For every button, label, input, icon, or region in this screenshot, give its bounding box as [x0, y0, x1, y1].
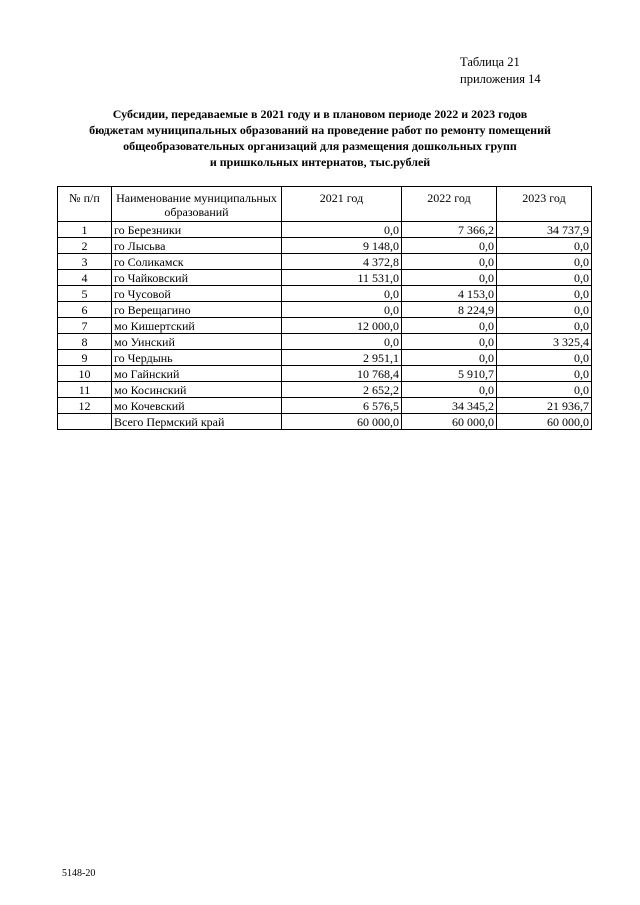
cell-name: Всего Пермский край — [112, 414, 282, 430]
cell-2022: 0,0 — [402, 238, 497, 254]
cell-2023: 0,0 — [497, 286, 592, 302]
cell-2023: 0,0 — [497, 270, 592, 286]
cell-2022: 0,0 — [402, 382, 497, 398]
cell-2021: 0,0 — [282, 222, 402, 238]
cell-num: 8 — [58, 334, 112, 350]
cell-name: го Чердынь — [112, 350, 282, 366]
cell-name: го Чайковский — [112, 270, 282, 286]
cell-2021: 2 652,2 — [282, 382, 402, 398]
cell-name: мо Кочевский — [112, 398, 282, 414]
cell-name: го Верещагино — [112, 302, 282, 318]
cell-2022: 0,0 — [402, 254, 497, 270]
cell-num: 5 — [58, 286, 112, 302]
cell-name: мо Кишертский — [112, 318, 282, 334]
cell-2022: 34 345,2 — [402, 398, 497, 414]
cell-2022: 0,0 — [402, 350, 497, 366]
cell-num: 6 — [58, 302, 112, 318]
cell-2021: 2 951,1 — [282, 350, 402, 366]
total-row — [58, 414, 592, 430]
header-2023: 2023 год — [497, 187, 592, 222]
title-line: и пришкольных интернатов, тыс.рублей — [209, 155, 431, 169]
table-number: Таблица 21 — [460, 55, 520, 69]
table-row — [58, 366, 592, 382]
cell-name: го Соликамск — [112, 254, 282, 270]
table-row — [58, 222, 592, 238]
cell-2023: 60 000,0 — [497, 414, 592, 430]
cell-num: 4 — [58, 270, 112, 286]
cell-2022: 0,0 — [402, 334, 497, 350]
table-row — [58, 286, 592, 302]
cell-num: 12 — [58, 398, 112, 414]
table-row — [58, 238, 592, 254]
table-row — [58, 350, 592, 366]
cell-num: 1 — [58, 222, 112, 238]
header-2022: 2022 год — [402, 187, 497, 222]
cell-name: го Березники — [112, 222, 282, 238]
cell-name: мо Уинский — [112, 334, 282, 350]
header-num: № п/п — [58, 187, 112, 222]
table-reference — [460, 54, 570, 88]
cell-num: 7 — [58, 318, 112, 334]
cell-2021: 4 372,8 — [282, 254, 402, 270]
cell-2021: 11 531,0 — [282, 270, 402, 286]
cell-2022: 8 224,9 — [402, 302, 497, 318]
cell-num: 3 — [58, 254, 112, 270]
cell-num: 9 — [58, 350, 112, 366]
page-title — [60, 106, 580, 170]
cell-name: го Чусовой — [112, 286, 282, 302]
table-body — [58, 222, 592, 430]
cell-2022: 0,0 — [402, 318, 497, 334]
title-line: общеобразовательных организаций для размещения дошкольных групп — [123, 139, 517, 153]
cell-2023: 34 737,9 — [497, 222, 592, 238]
title-line: Субсидии, передаваемые в 2021 году и в плановом периоде 2022 и 2023 годов — [112, 107, 528, 121]
cell-2023: 21 936,7 — [497, 398, 592, 414]
title-line: бюджетам муниципальных образований на проведение работ по ремонту помещений — [89, 123, 551, 137]
table-header-row — [58, 187, 592, 222]
cell-2021: 6 576,5 — [282, 398, 402, 414]
table-row — [58, 302, 592, 318]
table-row — [58, 334, 592, 350]
cell-num: 11 — [58, 382, 112, 398]
cell-2023: 0,0 — [497, 254, 592, 270]
cell-name: го Лысьва — [112, 238, 282, 254]
cell-2022: 0,0 — [402, 270, 497, 286]
table-row — [58, 254, 592, 270]
document-code: 5148-20 — [62, 868, 96, 879]
cell-2021: 12 000,0 — [282, 318, 402, 334]
cell-num — [58, 414, 112, 430]
cell-2023: 0,0 — [497, 350, 592, 366]
cell-2021: 10 768,4 — [282, 366, 402, 382]
cell-2023: 0,0 — [497, 366, 592, 382]
cell-2021: 9 148,0 — [282, 238, 402, 254]
cell-2021: 60 000,0 — [282, 414, 402, 430]
cell-2022: 7 366,2 — [402, 222, 497, 238]
cell-2023: 3 325,4 — [497, 334, 592, 350]
header-2021: 2021 год — [282, 187, 402, 222]
cell-2023: 0,0 — [497, 382, 592, 398]
table-row — [58, 270, 592, 286]
cell-2021: 0,0 — [282, 302, 402, 318]
table-row — [58, 318, 592, 334]
cell-2023: 0,0 — [497, 238, 592, 254]
appendix-number: приложения 14 — [460, 72, 541, 86]
cell-name: мо Косинский — [112, 382, 282, 398]
subsidies-table — [57, 186, 592, 430]
cell-2021: 0,0 — [282, 286, 402, 302]
cell-2022: 4 153,0 — [402, 286, 497, 302]
cell-num: 2 — [58, 238, 112, 254]
cell-2023: 0,0 — [497, 302, 592, 318]
header-name: Наименование муниципальных образований — [112, 187, 282, 222]
table-row — [58, 382, 592, 398]
cell-2023: 0,0 — [497, 318, 592, 334]
cell-2021: 0,0 — [282, 334, 402, 350]
table-row — [58, 398, 592, 414]
cell-2022: 60 000,0 — [402, 414, 497, 430]
cell-num: 10 — [58, 366, 112, 382]
cell-2022: 5 910,7 — [402, 366, 497, 382]
cell-name: мо Гайнский — [112, 366, 282, 382]
